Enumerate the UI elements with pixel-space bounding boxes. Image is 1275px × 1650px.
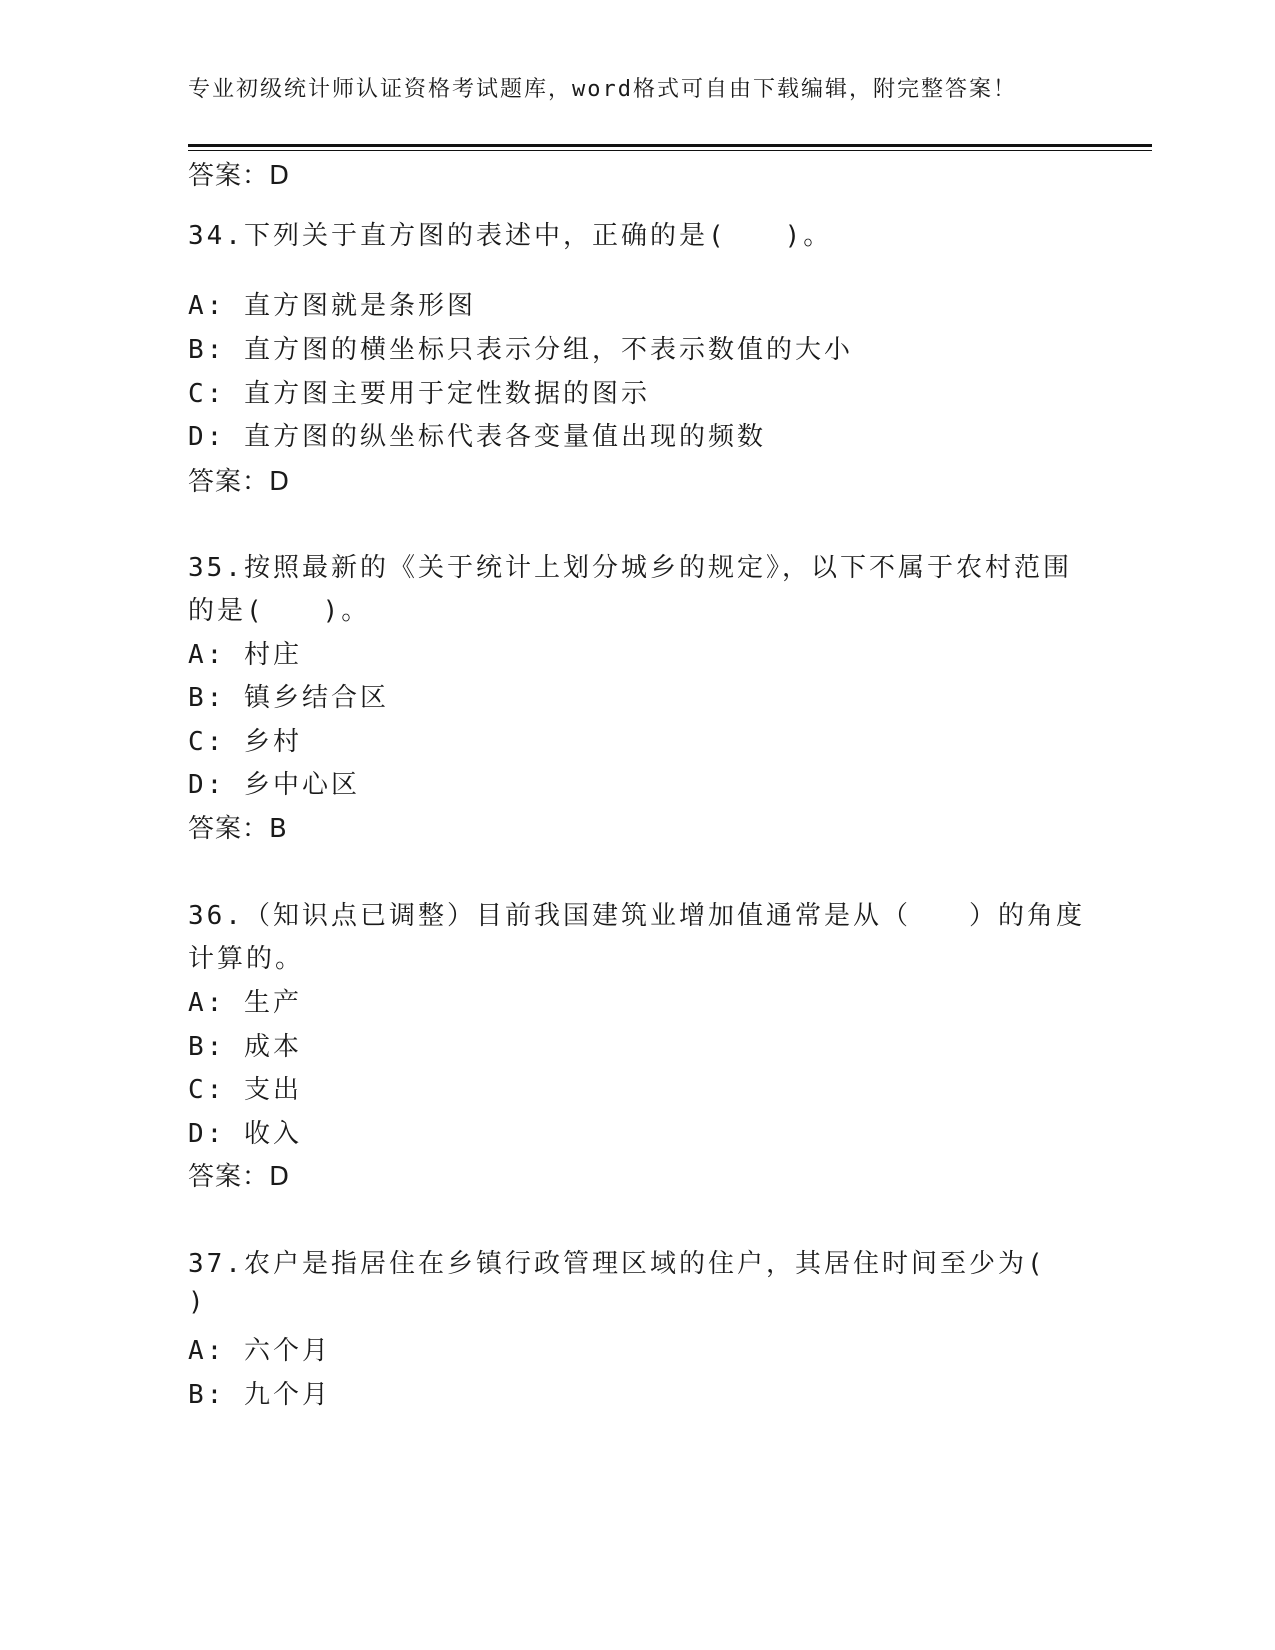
option-b: B: 成本	[188, 1032, 302, 1062]
option-b: B: 九个月	[188, 1380, 331, 1410]
question-stem: 34.下列关于直方图的表述中，正确的是( )。	[188, 221, 833, 251]
option-a: A: 村庄	[188, 640, 302, 670]
option-c: C: 直方图主要用于定性数据的图示	[188, 379, 650, 409]
answer-line: 答案：D	[188, 467, 291, 497]
header-divider	[188, 144, 1152, 147]
option-a: A: 直方图就是条形图	[188, 291, 476, 321]
question-stem-continued: 的是( )。	[188, 596, 371, 626]
question-stem-continued: )	[188, 1287, 207, 1317]
option-a: A: 六个月	[188, 1336, 331, 1366]
option-d: D: 乡中心区	[188, 770, 360, 800]
question-stem: 35.按照最新的《关于统计上划分城乡的规定》，以下不属于农村范围	[188, 553, 1072, 583]
answer-line: 答案：D	[188, 1162, 291, 1192]
question-stem: 36.（知识点已调整）目前我国建筑业增加值通常是从（ ）的角度	[188, 901, 1085, 931]
question-stem: 37.农户是指居住在乡镇行政管理区域的住户，其居住时间至少为(	[188, 1249, 1046, 1279]
question-stem-continued: 计算的。	[188, 944, 305, 974]
option-d: D: 收入	[188, 1119, 302, 1149]
header-divider-thin	[188, 150, 1152, 151]
page-header: 专业初级统计师认证资格考试题库，word格式可自由下载编辑，附完整答案！	[188, 77, 1017, 102]
option-a: A: 生产	[188, 988, 302, 1018]
option-b: B: 直方图的横坐标只表示分组，不表示数值的大小	[188, 335, 853, 365]
option-c: C: 支出	[188, 1075, 302, 1105]
answer-line: 答案：D	[188, 161, 291, 191]
option-c: C: 乡村	[188, 727, 302, 757]
option-d: D: 直方图的纵坐标代表各变量值出现的频数	[188, 422, 766, 452]
option-b: B: 镇乡结合区	[188, 683, 389, 713]
answer-line: 答案：B	[188, 814, 288, 844]
